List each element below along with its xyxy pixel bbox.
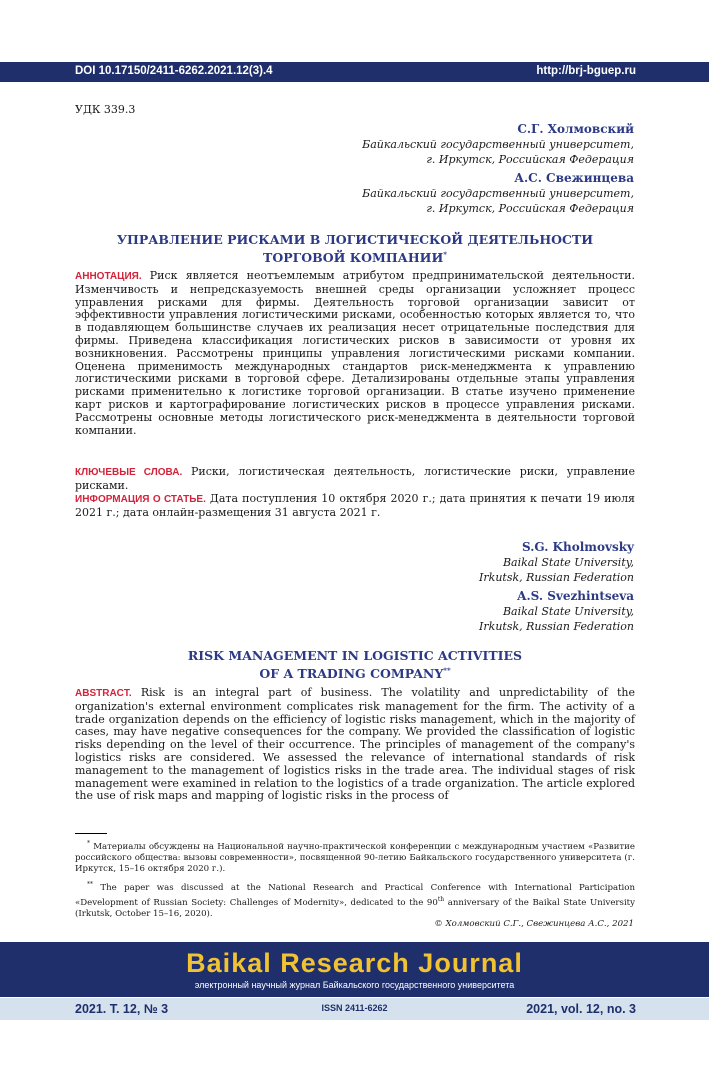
author-name: А.С. Свежинцева [514,171,634,185]
udk-code: УДК 339.3 [75,103,136,116]
author-block-ru-2 [362,171,634,216]
issue-en: 2021, vol. 12, no. 3 [526,1002,636,1016]
title-line: УПРАВЛЕНИЕ РИСКАМИ В ЛОГИСТИЧЕСКОЙ ДЕЯТЕЛЬНОСТИ [116,232,594,247]
title-text: OF A TRADING COMPANY [259,666,444,682]
abstract-label: ABSTRACT. [75,688,132,699]
author-location: Irkutsk, Russian Federation [479,571,634,584]
journal-subtitle: электронный научный журнал Байкальского государственного университета [194,980,515,990]
copyright-notice: © Холмовский С.Г., Свежинцева А.С., 2021 [434,919,634,929]
author-name: S.G. Kholmovsky [521,540,634,554]
author-name: С.Г. Холмовский [517,122,634,136]
title-line: RISK MANAGEMENT IN LOGISTIC ACTIVITIES [187,648,523,663]
journal-url-link[interactable]: http://brj-bguep.ru [536,65,636,77]
author-affiliation: Baikal State University, [502,605,634,618]
keywords-text: Риски, логистическая деятельность, логистические риски, управление рисками. [75,465,635,492]
issue-ru: 2021. Т. 12, № 3 [75,1002,169,1016]
keywords-ru [75,466,635,493]
author-location: г. Иркутск, Российская Федерация [426,153,634,166]
author-location: Irkutsk, Russian Federation [479,620,634,633]
title-line [75,663,635,681]
keywords-label: КЛЮЧЕВЫЕ СЛОВА. [75,467,183,478]
abstract-ru [75,270,635,437]
footnote-mark: ** [87,881,93,888]
article-info-ru [75,493,635,520]
ordinal-suffix: th [437,895,445,903]
article-title-en [75,648,635,681]
author-location: г. Иркутск, Российская Федерация [426,202,634,215]
author-affiliation: Baikal State University, [502,556,634,569]
article-title-ru [75,232,635,265]
info-label: ИНФОРМАЦИЯ О СТАТЬЕ. [75,494,206,505]
abstract-label: АННОТАЦИЯ. [75,271,142,282]
abstract-text: Риск является неотъемлемым атрибутом предпринимательской деятельности. Изменчивость и непредсказуемость внешней среды организации усложняет процесс управления рисками для фирмы. Деятельность торговой организации зависит от эффективности управления логистическими рисками, особенностью которых является то, что в подавляющем большинстве случаев их реализация несет отрицательные последствия для фирмы. Приведена классификация логистических рисков в зависимости от уровня их возникновения. Рассмотрены принципы управления логистическими рисками компании. Оценена применимость международных стандартов риск-менеджмента к управлению логистическими рисками в торговой сфере. Детализированы отдельные этапы управления рисками применительно к логистике торговой организации. В статье изучено применение карт рисков и картографирование логистических рисков в процессе управления рисками. Рассмотрены основные методы логистического риск-менеджмента в деятельности торговой компании. [75,269,635,437]
journal-title: Baikal Research Journal [186,948,523,978]
abstract-text: Risk is an integral part of business. The volatility and unpredictability of the organization's external environment complicates risk management for the firm. The activity of a trade organization depends on the efficiency of logistic risks management, which in the majority of cases, may have negative consequences for the company. We provided the classification of logistic risks depending on the level of their occurrence. The principles of management of the company's logistics risks are considered. We assessed the relevance of international standards of risk management to the management of logistics risks in the trade area. The individual stages of risk management were examined in relation to the logistics of a trade organization. The article explored the use of risk maps and mapping of logistic risks in the process of [75,686,635,803]
author-block-en-1 [479,540,634,585]
abstract-en [75,687,635,803]
footnote-mark[interactable]: ** [443,666,451,675]
footnote-2 [75,879,635,920]
title-text: ТОРГОВОЙ КОМПАНИИ [263,250,444,266]
author-affiliation: Байкальский государственный университет, [362,187,634,200]
footnote-divider [75,833,107,834]
footnote-mark: * [87,840,90,847]
footnote-1 [75,838,635,875]
author-name: A.S. Svezhintseva [517,589,634,603]
author-block-ru-1 [362,122,634,167]
footnote-text: anniversary of the Baikal State University (Irkutsk, October 15–16, 2020). [75,897,635,919]
footnote-mark[interactable]: * [443,250,447,259]
author-affiliation: Байкальский государственный университет, [362,138,634,151]
footnote-text: Материалы обсуждены на Национальной научно-практической конференции с международным участием «Развитие российского общества: вызовы современности», посвященной 90-летию Байкальского государственного университета (г. Иркутск, 15–16 октября 2020 г.). [75,841,635,874]
header-bar [0,62,709,82]
issn: ISSN 2411-6262 [321,1003,388,1013]
title-line [75,247,635,265]
doi-link[interactable]: DOI 10.17150/2411-6262.2021.12(3).4 [75,65,273,77]
author-block-en-2 [479,589,634,634]
info-text: Дата поступления 10 октября 2020 г.; дата принятия к печати 19 июля 2021 г.; дата онлайн-размещения 31 августа 2021 г. [75,492,635,519]
journal-banner [0,942,709,997]
footnote-text: The paper was discussed at the National Research and Practical Conference with International Participation «Development of Russian Society: Challenges of Modernity», dedicated to the 90 [75,882,635,908]
issue-bar [0,998,709,1020]
